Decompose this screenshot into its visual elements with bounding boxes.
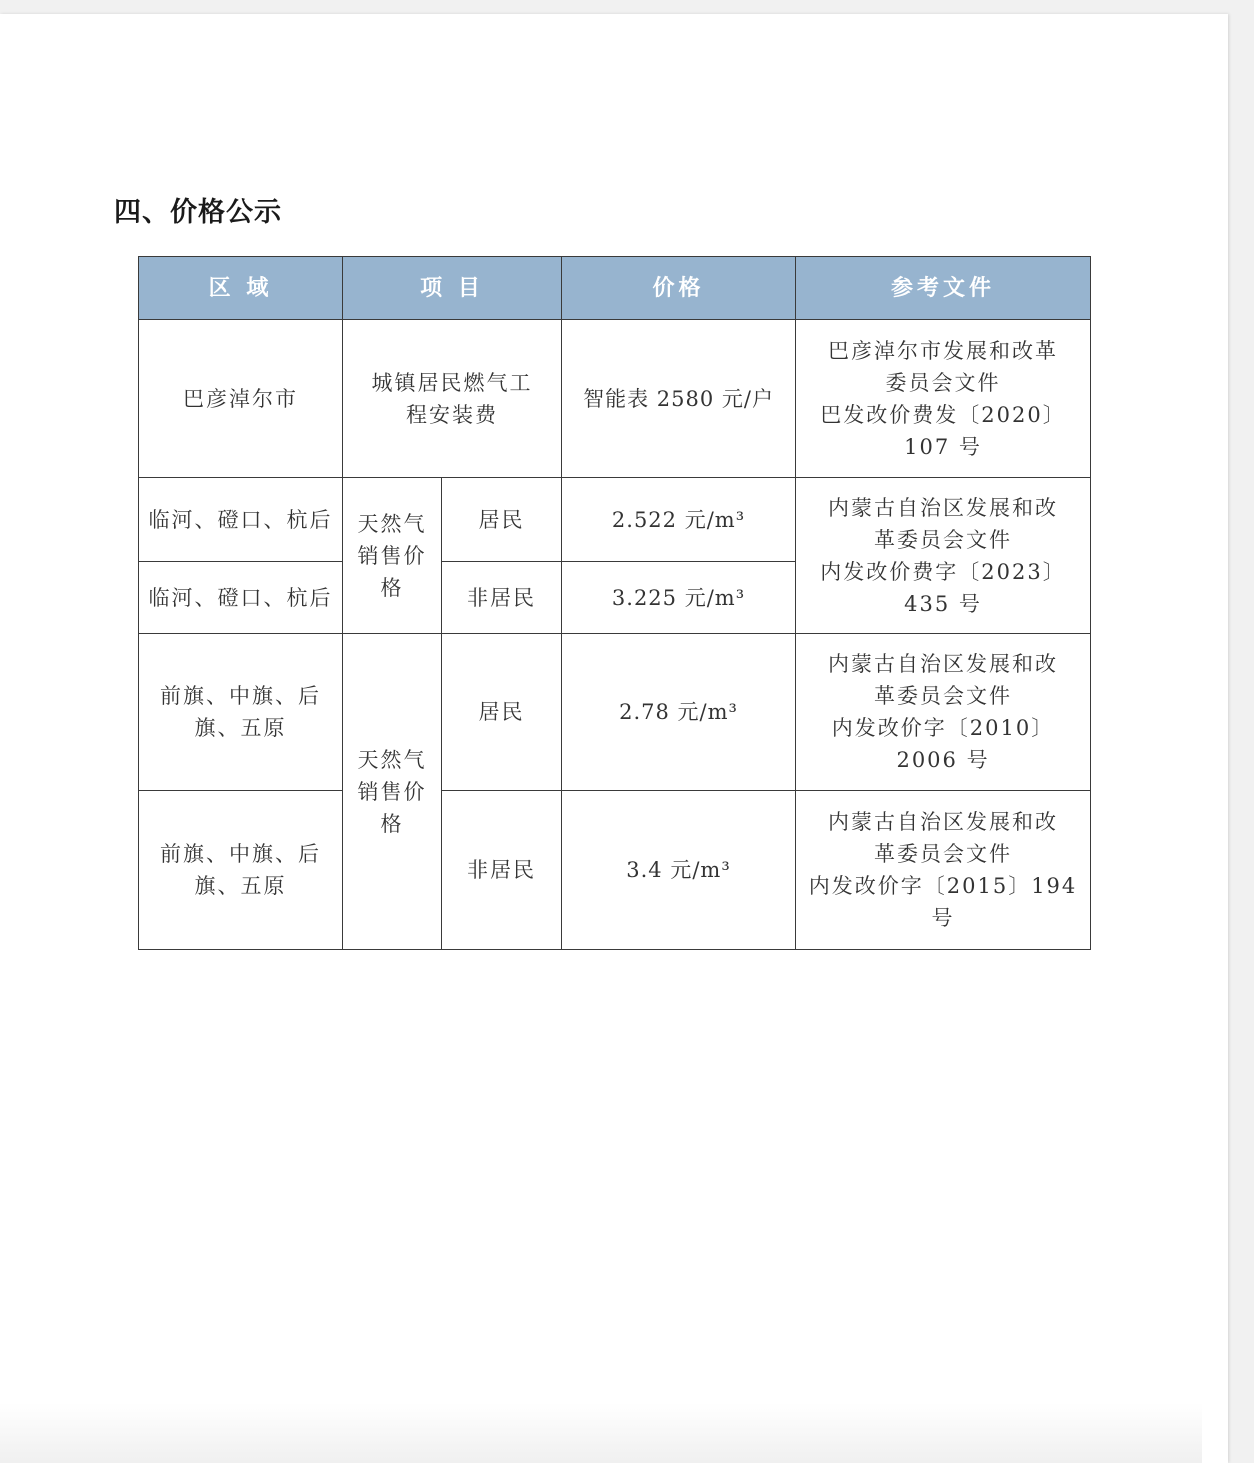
price-table <box>138 256 1091 950</box>
doc-line: 435 号 <box>904 591 982 616</box>
cell-type: 居民 <box>442 478 562 562</box>
doc-line: 号 <box>931 906 955 930</box>
cell-doc <box>796 478 1091 634</box>
cell-price: 3.225 元/m³ <box>562 562 796 634</box>
header-item: 项 目 <box>343 257 562 320</box>
doc-line: 巴彦淖尔市发展和改革 <box>828 338 1059 363</box>
section-heading: 四、价格公示 <box>114 197 282 228</box>
doc-line: 内发改价字〔2010〕 <box>831 716 1055 740</box>
cell-type: 非居民 <box>442 562 562 634</box>
doc-line: 内蒙古自治区发展和改 <box>828 652 1059 676</box>
cell-price: 3.4 元/m³ <box>562 791 796 950</box>
cell-item: 城镇居民燃气工程安装费 <box>343 320 562 478</box>
doc-line: 内蒙古自治区发展和改 <box>828 495 1059 520</box>
document-page <box>0 14 1228 1463</box>
table-row <box>139 634 1091 791</box>
doc-line: 委员会文件 <box>885 370 1001 395</box>
header-doc: 参考文件 <box>796 257 1091 320</box>
cell-doc <box>796 791 1091 950</box>
doc-line: 内蒙古自治区发展和改 <box>828 810 1059 834</box>
cell-item: 天然气销售价格 <box>343 634 442 950</box>
cell-doc <box>796 320 1091 478</box>
cell-doc <box>796 634 1091 791</box>
cell-type: 居民 <box>442 634 562 791</box>
cell-item: 天然气销售价格 <box>343 478 442 634</box>
cell-price: 2.78 元/m³ <box>562 634 796 791</box>
cell-region: 前旗、中旗、后旗、五原 <box>139 634 343 791</box>
table-row <box>139 791 1091 950</box>
doc-line: 巴发改价费发〔2020〕 <box>820 402 1066 427</box>
doc-line: 革委员会文件 <box>874 842 1013 866</box>
cell-price: 2.522 元/m³ <box>562 478 796 562</box>
table-row <box>139 320 1091 478</box>
header-price: 价格 <box>562 257 796 320</box>
cell-price: 智能表 2580 元/户 <box>562 320 796 478</box>
cell-region: 巴彦淖尔市 <box>139 320 343 478</box>
table-row <box>139 478 1091 562</box>
doc-line: 2006 号 <box>896 748 990 772</box>
doc-line: 内发改价费字〔2023〕 <box>820 559 1066 584</box>
doc-line: 革委员会文件 <box>874 684 1013 708</box>
page-bottom-shade <box>0 1403 1202 1463</box>
doc-line: 107 号 <box>904 434 982 459</box>
header-region: 区 域 <box>139 257 343 320</box>
doc-line: 内发改价字〔2015〕194 <box>808 874 1078 898</box>
table-header-row <box>139 257 1091 320</box>
cell-type: 非居民 <box>442 791 562 950</box>
cell-region: 临河、磴口、杭后 <box>139 562 343 634</box>
doc-line: 革委员会文件 <box>874 527 1013 552</box>
cell-region: 前旗、中旗、后旗、五原 <box>139 791 343 950</box>
cell-region: 临河、磴口、杭后 <box>139 478 343 562</box>
